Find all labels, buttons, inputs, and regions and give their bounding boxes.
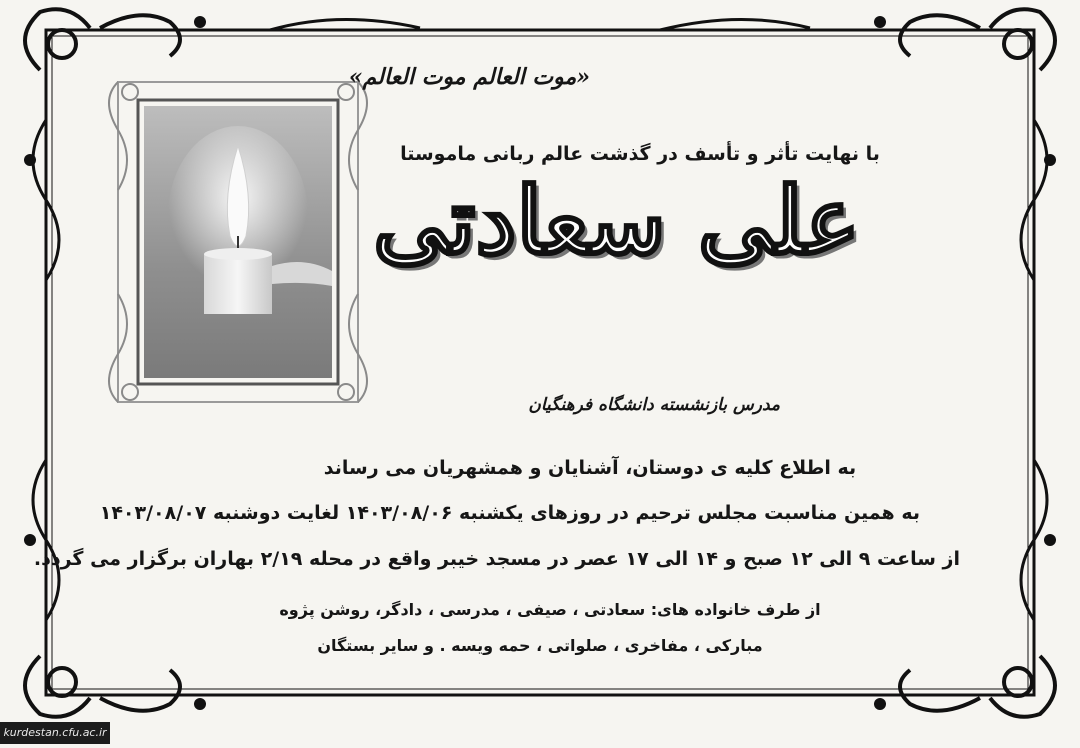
site-watermark: kurdestan.cfu.ac.ir [0, 722, 110, 744]
families-line-2: مبارکی ، مفاخری ، صلواتی ، حمه ویسه . و سایر بستگان [317, 636, 763, 655]
ceremony-time-place: از ساعت ۹ الی ۱۲ صبح و ۱۴ الی ۱۷ عصر در مسجد خیبر واقع در محله ۲/۱۹ بهاران برگزار می گردد. [33, 548, 960, 570]
heading-quote: «موت العالم موت العالم» [348, 64, 590, 90]
deceased-title: مدرس بازنشسته دانشگاه فرهنگیان [528, 395, 780, 415]
announcement-line: به اطلاع کلیه ی دوستان، آشنایان و همشهریان می رساند [323, 457, 857, 479]
families-line-1: از طرف خانواده های: سعادتی ، صیفی ، مدرسی ، دادگر، روشن پژوه [279, 600, 821, 619]
deceased-name: علی سعادتی [373, 167, 860, 275]
candle-photo-icon [144, 106, 332, 378]
intro-line: با نهایت تأثر و تأسف در گذشت عالم ربانی ماموستا [400, 143, 880, 165]
ceremony-dates: به همین مناسبت مجلس ترحیم در روزهای یکشنبه ۱۴۰۳/۰۸/۰۶ لغایت دوشنبه ۱۴۰۳/۰۸/۰۷ [99, 502, 920, 524]
